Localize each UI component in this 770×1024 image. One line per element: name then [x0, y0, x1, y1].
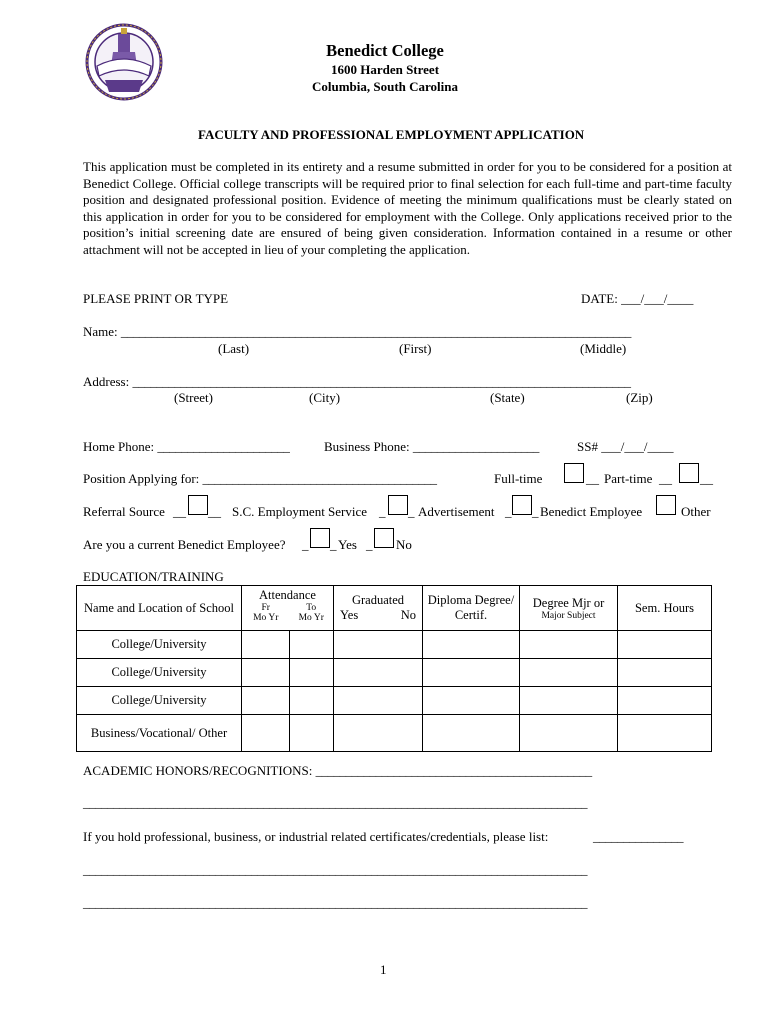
- graduated-cell[interactable]: [334, 687, 423, 715]
- graduated-label: Graduated: [351, 593, 405, 607]
- name-field[interactable]: [83, 324, 631, 340]
- education-row: [77, 715, 712, 752]
- position-field[interactable]: [83, 471, 437, 487]
- to-label: To: [306, 603, 317, 613]
- parttime-label: Part-time: [604, 471, 653, 486]
- to-cell[interactable]: [290, 687, 334, 715]
- education-section-title: EDUCATION/TRAINING: [83, 569, 224, 584]
- certificates-line-2[interactable]: ____________________________________________________________________________________: [83, 862, 587, 877]
- sc-trail-line: _: [408, 504, 415, 519]
- diploma-cell[interactable]: [423, 715, 520, 752]
- address-field[interactable]: [83, 374, 630, 390]
- current-employee-yes-label: Yes: [338, 537, 357, 552]
- home-phone-label: Home Phone:: [83, 439, 155, 454]
- name-line: _____________________________________________________________________________________: [120, 324, 631, 339]
- current-employee-no-label: No: [396, 537, 412, 552]
- fr-sub-label: Mo Yr: [253, 613, 279, 623]
- diploma-cell[interactable]: [423, 631, 520, 659]
- graduated-cell[interactable]: [334, 659, 423, 687]
- major-cell[interactable]: [520, 659, 618, 687]
- honors-field[interactable]: [83, 763, 592, 779]
- intro-paragraph: This application must be completed in its entirety and a resume submitted in order for you to be considered for a position at Benedict College. Official college transcripts will be required prior to final selection for each full-time and part-time faculty position and designated professional position. Evidence of meeting the minimum qualifications must be clearly stated on this application in order for you to be considered for employment with the College. Only applications received prior to the position’s initial screening date are ensured of being given consideration. Information contained in a resume or other attachment will not be accepted in lieu of your completing the application.: [83, 159, 732, 257]
- current-employee-yes-checkbox[interactable]: [310, 528, 330, 548]
- parttime-checkbox[interactable]: [679, 463, 699, 483]
- current-employee-no-checkbox[interactable]: [374, 528, 394, 548]
- from-cell[interactable]: [242, 631, 290, 659]
- other-label: Other: [681, 504, 711, 519]
- business-phone-field[interactable]: [324, 439, 539, 455]
- advert-lead-line: _: [505, 504, 512, 519]
- college-name: Benedict College: [326, 41, 444, 60]
- advertisement-label: Advertisement: [418, 504, 495, 519]
- school-type-label: Business/Vocational/ Other: [77, 715, 242, 752]
- header-name-location: Name and Location of School: [77, 586, 242, 631]
- page-number: 1: [380, 962, 387, 977]
- graduated-yes-label: Yes: [340, 608, 359, 622]
- ss-line: ___/___/____: [601, 439, 674, 454]
- sc-employment-checkbox[interactable]: [388, 495, 408, 515]
- referral-label: Referral Source: [83, 504, 165, 519]
- date-line: ___/___/____: [621, 291, 694, 306]
- business-phone-label: Business Phone:: [324, 439, 410, 454]
- attendance-label: Attendance: [259, 588, 316, 602]
- referral-source-checkbox[interactable]: [188, 495, 208, 515]
- hours-cell[interactable]: [618, 715, 712, 752]
- to-cell[interactable]: [290, 715, 334, 752]
- address-label: Address:: [83, 374, 130, 389]
- diploma-cell[interactable]: [423, 687, 520, 715]
- header-degree-major: [520, 586, 618, 631]
- education-table: [76, 585, 712, 752]
- honors-line: ______________________________________________: [315, 763, 592, 778]
- from-cell[interactable]: [242, 715, 290, 752]
- name-middle-caption: (Middle): [580, 341, 627, 356]
- school-type-label: College/University: [77, 659, 242, 687]
- to-cell[interactable]: [290, 659, 334, 687]
- position-line: _______________________________________: [202, 471, 437, 486]
- business-phone-line: _____________________: [412, 439, 539, 454]
- yes-lead-line: _: [302, 537, 309, 552]
- sc-lead-line: _: [379, 504, 386, 519]
- address-city-caption: (City): [309, 390, 341, 405]
- education-header-row: [77, 586, 712, 631]
- header-graduated: [334, 586, 423, 631]
- parttime-lead-line: __: [659, 471, 672, 486]
- date-field[interactable]: [581, 291, 693, 307]
- date-label: DATE:: [581, 291, 618, 306]
- school-type-label: College/University: [77, 687, 242, 715]
- ss-label: SS#: [577, 439, 598, 454]
- hours-cell[interactable]: [618, 659, 712, 687]
- major-subject-label: Major Subject: [541, 610, 596, 621]
- position-label: Position Applying for:: [83, 471, 200, 486]
- education-row: [77, 687, 712, 715]
- parttime-trail-line: __: [700, 471, 713, 486]
- degree-mjr-label: Degree Mjr or: [532, 595, 605, 610]
- address-street-caption: (Street): [174, 390, 213, 405]
- benedict-employee-checkbox[interactable]: [656, 495, 676, 515]
- certificates-line-3[interactable]: ____________________________________________________________________________________: [83, 895, 587, 910]
- diploma-cell[interactable]: [423, 659, 520, 687]
- major-cell[interactable]: [520, 715, 618, 752]
- fulltime-label: Full-time: [494, 471, 543, 486]
- hours-cell[interactable]: [618, 631, 712, 659]
- education-row: [77, 631, 712, 659]
- major-cell[interactable]: [520, 631, 618, 659]
- school-type-label: College/University: [77, 631, 242, 659]
- fr-label: Fr: [261, 603, 270, 613]
- header-sem-hours: Sem. Hours: [618, 586, 712, 631]
- college-street: 1600 Harden Street: [330, 62, 440, 77]
- name-last-caption: (Last): [218, 341, 250, 356]
- education-row: [77, 659, 712, 687]
- from-cell[interactable]: [242, 687, 290, 715]
- certificates-line[interactable]: _______________: [593, 829, 683, 844]
- address-zip-caption: (Zip): [626, 390, 653, 405]
- print-label: PLEASE PRINT OR TYPE: [83, 291, 229, 306]
- address-line: ___________________________________________________________________________________: [132, 374, 631, 389]
- graduated-cell[interactable]: [334, 715, 423, 752]
- header-attendance: [242, 586, 334, 631]
- certificates-label: If you hold professional, business, or industrial related certificates/credentials, please list:: [83, 829, 549, 844]
- fulltime-trail-line: __: [586, 471, 599, 486]
- from-cell[interactable]: [242, 659, 290, 687]
- form-title: FACULTY AND PROFESSIONAL EMPLOYMENT APPLICATION: [198, 127, 585, 142]
- major-cell[interactable]: [520, 687, 618, 715]
- to-sub-label: Mo Yr: [298, 613, 324, 623]
- graduated-no-label: No: [400, 608, 416, 622]
- sc-employment-label: S.C. Employment Service: [232, 504, 368, 519]
- home-phone-line: ______________________: [157, 439, 290, 454]
- no-lead-line: _: [366, 537, 373, 552]
- honors-label: ACADEMIC HONORS/RECOGNITIONS:: [83, 763, 313, 778]
- benedict-employee-label: Benedict Employee: [540, 504, 643, 519]
- ss-field[interactable]: [577, 439, 673, 455]
- college-city: Columbia, South Carolina: [311, 79, 459, 94]
- yes-trail-line: _: [330, 537, 337, 552]
- to-cell[interactable]: [290, 631, 334, 659]
- honors-line-2[interactable]: ____________________________________________________________________________________: [83, 795, 587, 810]
- fulltime-checkbox[interactable]: [564, 463, 584, 483]
- advertisement-checkbox[interactable]: [512, 495, 532, 515]
- address-state-caption: (State): [490, 390, 525, 405]
- referral-line: __: [173, 504, 186, 519]
- hours-cell[interactable]: [618, 687, 712, 715]
- graduated-cell[interactable]: [334, 631, 423, 659]
- name-first-caption: (First): [399, 341, 432, 356]
- name-label: Name:: [83, 324, 118, 339]
- advert-trail-line: _: [532, 504, 539, 519]
- home-phone-field[interactable]: [83, 439, 289, 455]
- current-employee-question: Are you a current Benedict Employee?: [83, 537, 286, 552]
- referral-trail-line: __: [208, 504, 221, 519]
- college-seal-icon: [85, 22, 163, 102]
- header-diploma: Diploma Degree/ Certif.: [423, 586, 520, 631]
